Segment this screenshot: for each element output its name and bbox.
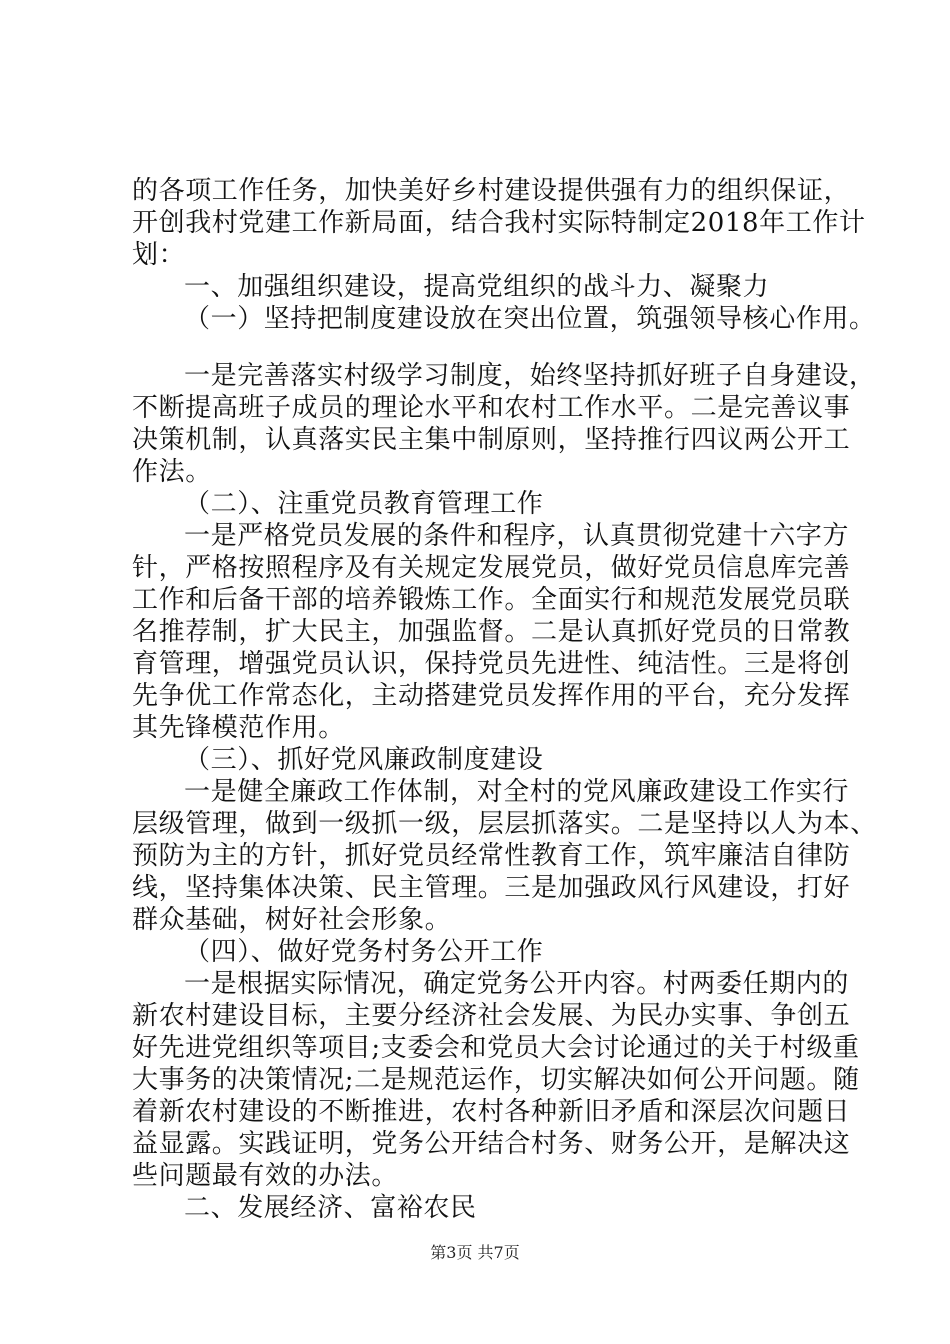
subsection-heading: （四）、做好党务村务公开工作: [184, 937, 544, 967]
body-line: 针，严格按照程序及有关规定发展党员，做好党员信息库完善: [132, 553, 851, 583]
section-heading: 一、加强组织建设，提高党组织的战斗力、凝聚力: [184, 272, 770, 302]
body-line: 开创我村党建工作新局面，结合我村实际特制定2018年工作计: [132, 208, 866, 238]
body-line: 益显露。实践证明，党务公开结合村务、财务公开，是解决这: [132, 1129, 851, 1159]
body-line: 的各项工作任务，加快美好乡村建设提供强有力的组织保证，: [132, 176, 851, 206]
body-line: 一是严格党员发展的条件和程序，认真贯彻党建十六字方: [184, 521, 850, 551]
body-line: 不断提高班子成员的理论水平和农村工作水平。二是完善议事: [132, 393, 851, 423]
body-line: 一是根据实际情况，确定党务公开内容。村两委任期内的: [184, 969, 850, 999]
body-line: 大事务的决策情况;二是规范运作，切实解决如何公开问题。随: [132, 1065, 860, 1095]
body-line: 一是健全廉政工作体制，对全村的党风廉政建设工作实行: [184, 777, 850, 807]
body-line: 层级管理，做到一级抓一级，层层抓落实。二是坚持以人为本、: [132, 809, 877, 839]
body-line: 群众基础，树好社会形象。: [132, 905, 452, 935]
body-line: 一是完善落实村级学习制度，始终坚持抓好班子自身建设，: [184, 361, 876, 391]
subsection-heading: （二）、注重党员教育管理工作: [184, 489, 544, 519]
body-line: 新农村建设目标，主要分经济社会发展、为民办实事、争创五: [132, 1001, 851, 1031]
body-line: 工作和后备干部的培养锻炼工作。全面实行和规范发展党员联: [132, 585, 851, 615]
body-line: 划：: [132, 240, 186, 270]
body-line: 预防为主的方针，抓好党员经常性教育工作，筑牢廉洁自律防: [132, 841, 851, 871]
body-line: 名推荐制，扩大民主，加强监督。二是认真抓好党员的日常教: [132, 617, 851, 647]
body-line: 其先锋模范作用。: [132, 713, 345, 743]
section-heading: 二、发展经济、富裕农民: [184, 1193, 477, 1223]
subsection-heading: （一）坚持把制度建设放在突出位置，筑强领导核心作用。: [184, 304, 876, 334]
body-line: 先争优工作常态化，主动搭建党员发挥作用的平台，充分发挥: [132, 681, 851, 711]
body-line: 线，坚持集体决策、民主管理。三是加强政风行风建设，打好: [132, 873, 851, 903]
body-line: 着新农村建设的不断推进，农村各种新旧矛盾和深层次问题日: [132, 1097, 851, 1127]
subsection-heading: （三）、抓好党风廉政制度建设: [184, 745, 544, 775]
body-line: 决策机制，认真落实民主集中制原则，坚持推行四议两公开工: [132, 425, 851, 455]
page-number: 第3页 共7页: [430, 1243, 520, 1262]
body-line: 作法。: [132, 457, 212, 487]
body-line: 好先进党组织等项目;支委会和党员大会讨论通过的关于村级重: [132, 1033, 860, 1063]
body-line: 育管理，增强党员认识，保持党员先进性、纯洁性。三是将创: [132, 649, 851, 679]
body-line: 些问题最有效的办法。: [132, 1161, 399, 1191]
